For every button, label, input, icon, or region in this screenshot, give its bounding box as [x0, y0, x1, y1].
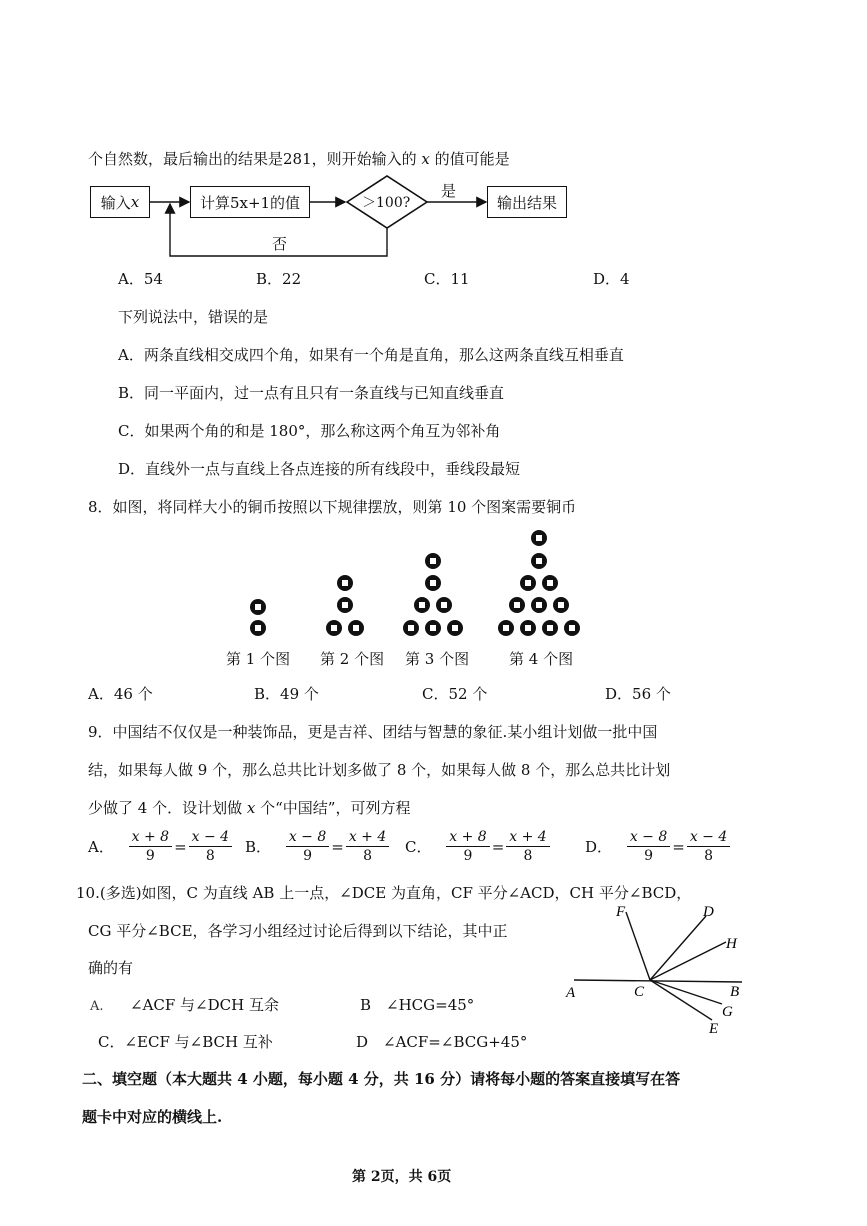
coin	[348, 620, 364, 636]
label-g: G	[722, 1004, 733, 1020]
q8-option-d: D．56 个	[605, 685, 671, 703]
flow-input-var: x	[130, 193, 140, 211]
coin	[520, 620, 536, 636]
page-footer: 第 2页，共 6页	[352, 1169, 452, 1185]
coin	[542, 575, 558, 591]
q8-caption-3: 第 3 个图	[405, 650, 470, 668]
coin	[509, 597, 525, 613]
fraction: $\frac{x - 4}{8}$	[687, 828, 730, 865]
q10-angle-figure	[562, 900, 782, 1040]
flow-condition-label: ＞100?	[362, 195, 411, 211]
flow-output-label: 输出结果	[496, 193, 557, 212]
coin	[553, 597, 569, 613]
q9-line-1: 9．中国结不仅仅是一种装饰品，更是吉祥、团结与智慧的象征.某小组计划做一批中国	[88, 723, 658, 741]
label-a: A	[566, 985, 576, 1001]
label-b: B	[730, 984, 740, 1000]
coin	[531, 530, 547, 546]
q10-line-1: 10.(多选)如图，C 为直线 AB 上一点，∠DCE 为直角，CF 平分∠ACD，CH 平分∠BCD，	[76, 884, 692, 902]
coin	[531, 597, 547, 613]
section2-line-1: 二、填空题（本大题共 4 小题，每小题 4 分，共 16 分）请将每小题的答案直接填写在答	[82, 1070, 681, 1088]
q8-option-b: B．49 个	[254, 685, 319, 703]
q8-option-a: A．46 个	[88, 685, 153, 703]
q7-stem: 下列说法中，错误的是	[118, 308, 269, 326]
q9-line-3	[88, 797, 410, 818]
flow-compute-label: 计算5x+1的值	[199, 193, 301, 212]
flow-no-label: 否	[272, 235, 288, 253]
ray-cd	[650, 916, 706, 980]
q9-line-3a: 少做了 4 个．设计划做	[88, 799, 243, 817]
coin	[447, 620, 463, 636]
q10-line-2: CG 平分∠BCE，各学习小组经过讨论后得到以下结论，其中正	[88, 922, 508, 940]
q10-option-c: C．∠ECF 与∠BCH 互补	[98, 1033, 273, 1051]
q9-line-2: 结，如果每人做 9 个，那么总共比计划多做了 8 个，如果每人做 8 个，那么总共比计划	[88, 761, 671, 779]
q6-intro-text: 个自然数，最后输出的结果是281，则开始输入的	[88, 150, 417, 168]
flow-output-box	[487, 186, 567, 218]
section2-line-2: 题卡中对应的横线上.	[82, 1108, 223, 1126]
flow-input-label: 输入	[100, 193, 131, 212]
fraction: $\frac{x + 4}{8}$	[506, 828, 549, 865]
q7-option-a: A．两条直线相交成四个角，如果有一个角是直角，那么这两条直线互相垂直	[118, 346, 624, 364]
coin	[425, 553, 441, 569]
q10-option-a	[90, 994, 279, 1015]
coin	[564, 620, 580, 636]
q6-option-b: B．22	[256, 270, 302, 288]
flow-connectors	[0, 0, 867, 270]
q9-option-a-label: A．	[88, 838, 114, 856]
q8-caption-1: 第 1 个图	[226, 650, 291, 668]
q9-option-b-label: B．	[245, 838, 272, 856]
fraction: $\frac{x - 8}{9}$	[286, 828, 329, 865]
q9-option-a: A． $\frac{x + 8}{9}$ = $\frac{x - 4}{8}$	[88, 828, 232, 865]
coin	[337, 597, 353, 613]
q10-option-b: B ∠HCG=45°	[360, 996, 475, 1014]
ray-cg	[650, 980, 722, 1004]
q6-intro-var: x	[421, 150, 430, 168]
q9-option-c: C． $\frac{x + 8}{9}$ = $\frac{x + 4}{8}$	[405, 828, 550, 865]
fraction: $\frac{x - 8}{9}$	[627, 828, 670, 865]
coin	[531, 553, 547, 569]
q8-caption-4: 第 4 个图	[509, 650, 574, 668]
q6-option-d: D．4	[593, 270, 630, 288]
q9-line-3b: 个“中国结”，可列方程	[260, 799, 411, 817]
q10-option-a-text: ∠ACF 与∠DCH 互余	[130, 996, 279, 1014]
label-e: E	[709, 1021, 719, 1037]
flow-yes-label: 是	[441, 182, 457, 200]
q7-option-c: C．如果两个角的和是 180°，那么称这两个角互为邻补角	[118, 422, 501, 440]
ray-ch	[650, 942, 726, 980]
coin	[250, 599, 266, 615]
q10-option-a-mark: A.	[90, 999, 104, 1014]
q9-line-3-var: x	[246, 799, 256, 817]
fraction: $\frac{x + 4}{8}$	[346, 828, 389, 865]
q6-option-c: C．11	[424, 270, 470, 288]
q6-option-a: A．54	[118, 270, 163, 288]
fraction: $\frac{x + 8}{9}$	[129, 828, 172, 865]
coin	[498, 620, 514, 636]
q9-option-c-label: C．	[405, 838, 432, 856]
q8-option-c: C．52 个	[422, 685, 488, 703]
label-c: C	[634, 984, 645, 1000]
q10-option-d: D ∠ACF=∠BCG+45°	[356, 1033, 528, 1051]
coin	[542, 620, 558, 636]
q9-option-d: D． $\frac{x - 8}{9}$ = $\frac{x - 4}{8}$	[585, 828, 730, 865]
label-f: F	[616, 904, 626, 920]
q8-stem: 8．如图，将同样大小的铜币按照以下规律摆放，则第 10 个图案需要铜币	[88, 498, 577, 516]
coin	[414, 597, 430, 613]
q9-option-b: B． $\frac{x - 8}{9}$ = $\frac{x + 4}{8}$	[245, 828, 389, 865]
label-h: H	[726, 936, 737, 952]
coin	[436, 597, 452, 613]
coin	[250, 620, 266, 636]
q7-option-b: B．同一平面内，过一点有且只有一条直线与已知直线垂直	[118, 384, 505, 402]
ray-cf	[626, 912, 650, 980]
coin	[425, 575, 441, 591]
coin	[403, 620, 419, 636]
coin	[425, 620, 441, 636]
label-d: D	[703, 904, 714, 920]
line-ab	[574, 980, 742, 982]
fraction: $\frac{x + 8}{9}$	[446, 828, 489, 865]
fraction: $\frac{x - 4}{8}$	[189, 828, 232, 865]
ray-ce	[650, 980, 712, 1020]
coin	[326, 620, 342, 636]
q9-option-d-label: D．	[585, 838, 613, 856]
coin	[337, 575, 353, 591]
q6-intro-end: 的值可能是	[434, 150, 510, 168]
q10-line-3: 确的有	[88, 959, 134, 977]
q8-caption-2: 第 2 个图	[320, 650, 385, 668]
q7-option-d: D．直线外一点与直线上各点连接的所有线段中，垂线段最短	[118, 460, 521, 478]
coin	[520, 575, 536, 591]
